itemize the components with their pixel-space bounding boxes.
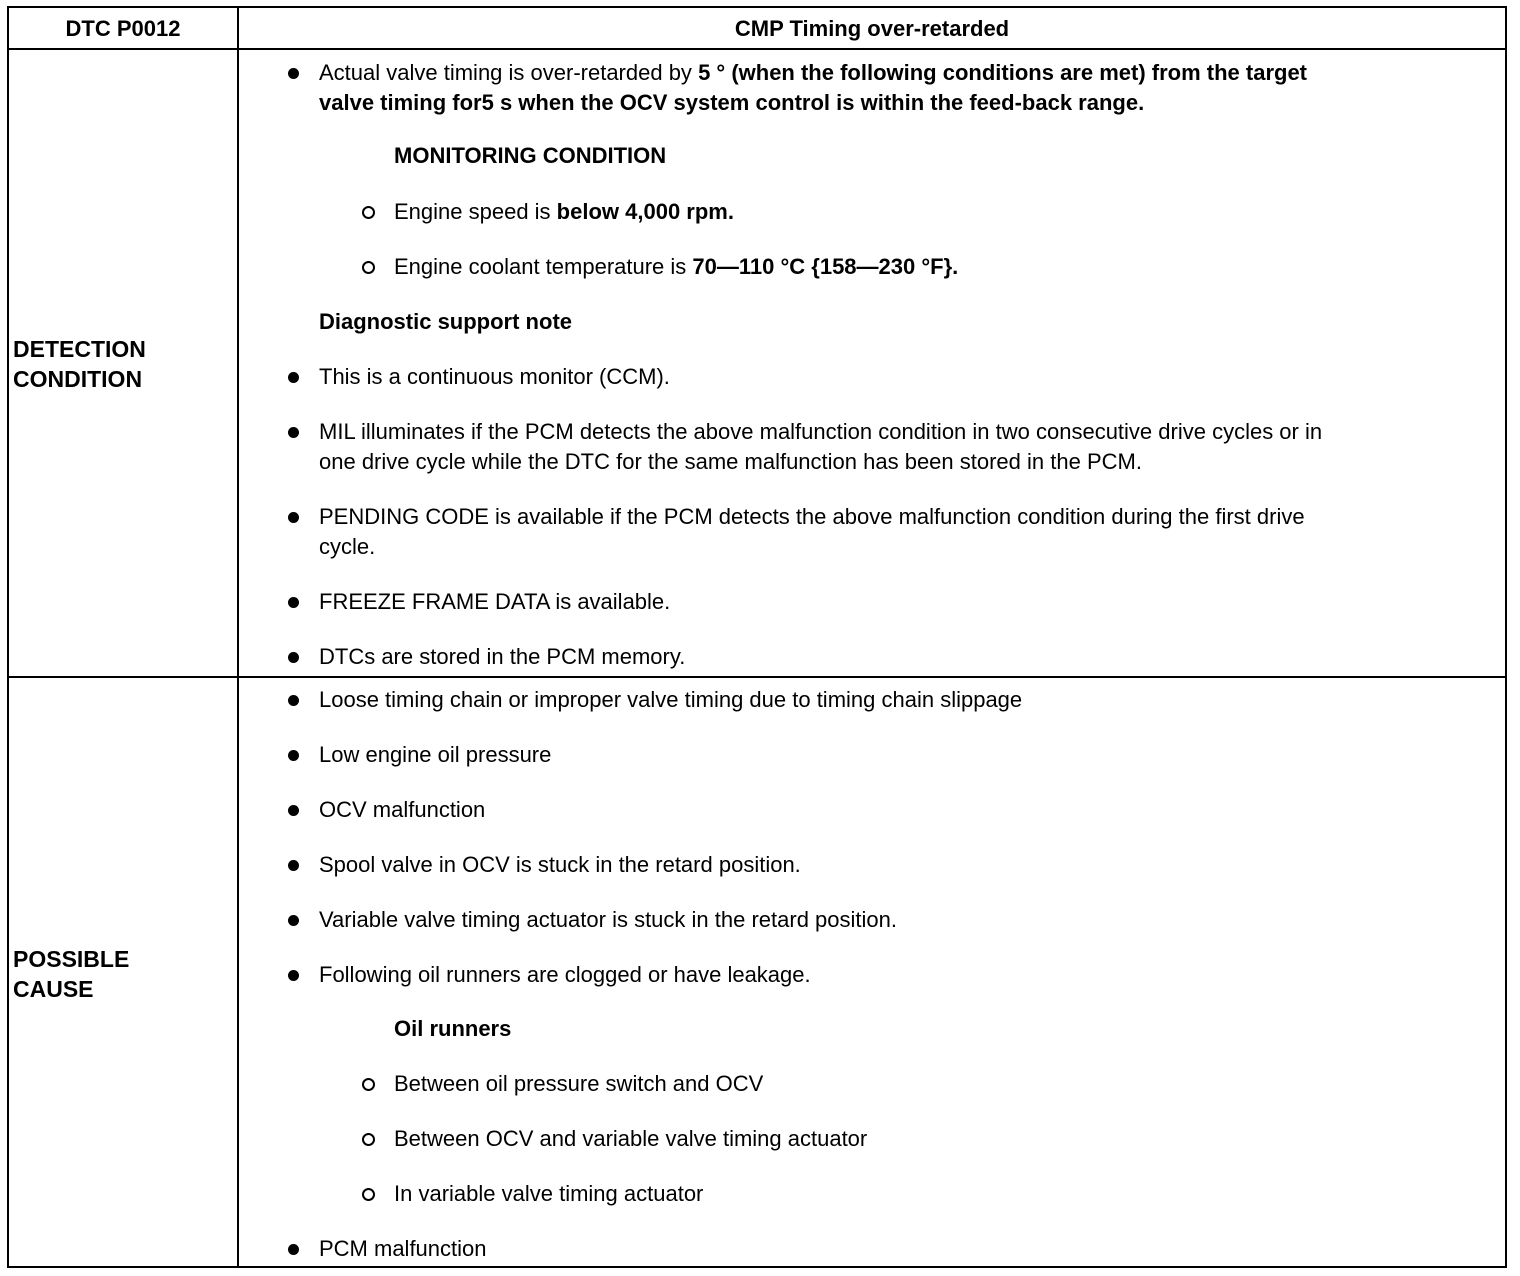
hollow-bullet-icon xyxy=(362,1078,375,1091)
dtc-table xyxy=(7,6,1507,1268)
header-divider xyxy=(9,48,1505,50)
bullet-icon xyxy=(288,597,299,608)
cause-item: Following oil runners are clogged or have leakage. xyxy=(319,962,811,987)
bullet-icon xyxy=(288,512,299,523)
hollow-bullet-icon xyxy=(362,206,375,219)
hollow-bullet-icon xyxy=(362,261,375,274)
monitoring-condition-heading: MONITORING CONDITION xyxy=(394,143,667,168)
monitoring-item: Engine coolant temperature is 70—110 °C {158—230 °F}. xyxy=(394,254,959,279)
hollow-bullet-icon xyxy=(362,1188,375,1201)
bullet-icon xyxy=(288,68,299,79)
cause-item: OCV malfunction xyxy=(319,797,486,822)
cause-item: Variable valve timing actuator is stuck in the retard position. xyxy=(319,907,897,932)
bullet-icon xyxy=(288,915,299,926)
support-note: DTCs are stored in the PCM memory. xyxy=(319,644,686,669)
dtc-title: CMP Timing over-retarded xyxy=(734,16,1010,41)
oil-runner-item: In variable valve timing actuator xyxy=(394,1181,704,1206)
bullet-icon xyxy=(288,970,299,981)
cause-item: PCM malfunction xyxy=(319,1236,487,1261)
row-divider xyxy=(9,676,1505,678)
diagnostic-support-heading: Diagnostic support note xyxy=(319,309,572,334)
monitoring-item: Engine speed is below 4,000 rpm. xyxy=(394,199,734,224)
hollow-bullet-icon xyxy=(362,1133,375,1146)
cause-item: Spool valve in OCV is stuck in the retard position. xyxy=(319,852,801,877)
cause-item: Loose timing chain or improper valve timing due to timing chain slippage xyxy=(319,687,1023,712)
support-note: This is a continuous monitor (CCM). xyxy=(319,364,670,389)
detection-condition-label: DETECTION CONDITION xyxy=(13,336,146,392)
bullet-icon xyxy=(288,427,299,438)
bullet-icon xyxy=(288,860,299,871)
cause-item: Low engine oil pressure xyxy=(319,742,552,767)
bullet-icon xyxy=(288,372,299,383)
detection-main-condition: Actual valve timing is over-retarded by 5 ° (when the following conditions are met) from the target valve timing for5 s when the OCV system control is within the feed-back range. xyxy=(319,60,1308,115)
support-note: MIL illuminates if the PCM detects the above malfunction condition in two consecutive drive cycles or in one drive cycle while the DTC for the same malfunction has been stored in the PCM. xyxy=(319,419,1323,474)
support-note: PENDING CODE is available if the PCM detects the above malfunction condition during the first drive cycle. xyxy=(319,504,1305,559)
bullet-icon xyxy=(288,750,299,761)
bullet-icon xyxy=(288,1244,299,1255)
oil-runner-item: Between oil pressure switch and OCV xyxy=(394,1071,764,1096)
oil-runners-heading: Oil runners xyxy=(394,1016,512,1041)
bullet-icon xyxy=(288,695,299,706)
possible-cause-label: POSSIBLE CAUSE xyxy=(13,946,130,1002)
bullet-icon xyxy=(288,805,299,816)
bullet-icon xyxy=(288,652,299,663)
support-note: FREEZE FRAME DATA is available. xyxy=(319,589,671,614)
oil-runner-item: Between OCV and variable valve timing actuator xyxy=(394,1126,868,1151)
dtc-code: DTC P0012 xyxy=(65,16,181,41)
column-divider xyxy=(237,8,239,1266)
